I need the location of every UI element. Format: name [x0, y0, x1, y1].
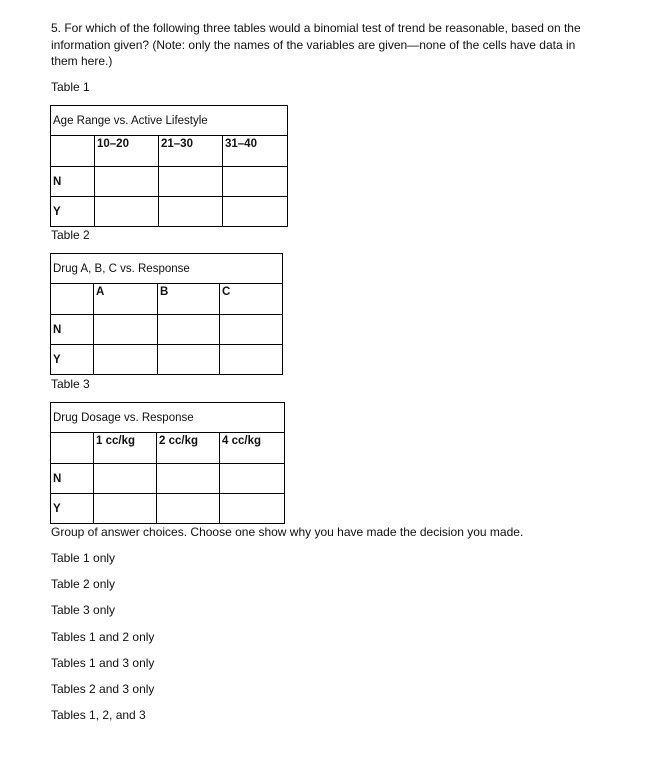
- table-1-row-label: Y: [51, 197, 95, 227]
- table-cell: [220, 345, 283, 375]
- table-1-col-header: 10–20: [95, 136, 159, 167]
- table-3-title: Drug Dosage vs. Response: [51, 403, 285, 433]
- table-row: [51, 315, 283, 345]
- table-cell: [223, 167, 288, 197]
- answer-choice[interactable]: Table 2 only: [51, 577, 116, 591]
- answer-choice[interactable]: Table 1 only: [51, 551, 116, 565]
- question-text: 5. For which of the following three tables would a binomial test of trend be reasonable, based on the information given? (Note: only the names of the variables are given—none of the cells have data in them here.): [51, 21, 581, 68]
- table-1-caption: Table 1: [51, 80, 90, 94]
- table-1-title: Age Range vs. Active Lifestyle: [51, 106, 288, 136]
- table-3-corner-cell: [51, 433, 94, 464]
- table-cell: [158, 345, 220, 375]
- table-row: [51, 167, 288, 197]
- table-3-col-header: 2 cc/kg: [157, 433, 220, 464]
- table-cell: [94, 494, 157, 524]
- table-cell: [94, 464, 157, 494]
- table-cell: [220, 315, 283, 345]
- answer-choice[interactable]: Tables 1, 2, and 3: [51, 708, 146, 722]
- table-2-col-header: A: [94, 284, 158, 315]
- table-1-col-header: 21–30: [159, 136, 223, 167]
- answer-choice[interactable]: Tables 2 and 3 only: [51, 682, 155, 696]
- table-row: [51, 197, 288, 227]
- table-2-col-header: B: [158, 284, 220, 315]
- table-cell: [94, 345, 158, 375]
- table-3-col-header: 1 cc/kg: [94, 433, 157, 464]
- table-row: [51, 345, 283, 375]
- table-1-col-header: 31–40: [223, 136, 288, 167]
- table-cell: [223, 197, 288, 227]
- table-cell: [220, 494, 285, 524]
- table-cell: [159, 197, 223, 227]
- table-1: [50, 105, 288, 227]
- instructions-text: Group of answer choices. Choose one show why you have made the decision you made.: [51, 525, 524, 539]
- answer-choice[interactable]: Tables 1 and 2 only: [51, 630, 155, 644]
- table-3-caption: Table 3: [51, 377, 90, 391]
- answer-choice[interactable]: Table 3 only: [51, 603, 116, 617]
- table-1-corner-cell: [51, 136, 95, 167]
- table-cell: [95, 167, 159, 197]
- table-cell: [159, 167, 223, 197]
- table-row: [51, 464, 285, 494]
- table-cell: [220, 464, 285, 494]
- table-cell: [157, 494, 220, 524]
- table-2: [50, 253, 283, 375]
- table-cell: [94, 315, 158, 345]
- table-cell: [157, 464, 220, 494]
- table-2-row-label: Y: [51, 345, 94, 375]
- table-2-caption: Table 2: [51, 228, 90, 242]
- table-3-col-header: 4 cc/kg: [220, 433, 285, 464]
- table-3-row-label: Y: [51, 494, 94, 524]
- table-2-corner-cell: [51, 284, 94, 315]
- table-2-col-header: C: [220, 284, 283, 315]
- table-1-row-label: N: [51, 167, 95, 197]
- table-3: [50, 402, 285, 524]
- table-2-row-label: N: [51, 315, 94, 345]
- table-row: [51, 494, 285, 524]
- answer-choice[interactable]: Tables 1 and 3 only: [51, 656, 155, 670]
- table-cell: [95, 197, 159, 227]
- table-2-title: Drug A, B, C vs. Response: [51, 254, 283, 284]
- table-cell: [158, 315, 220, 345]
- table-3-row-label: N: [51, 464, 94, 494]
